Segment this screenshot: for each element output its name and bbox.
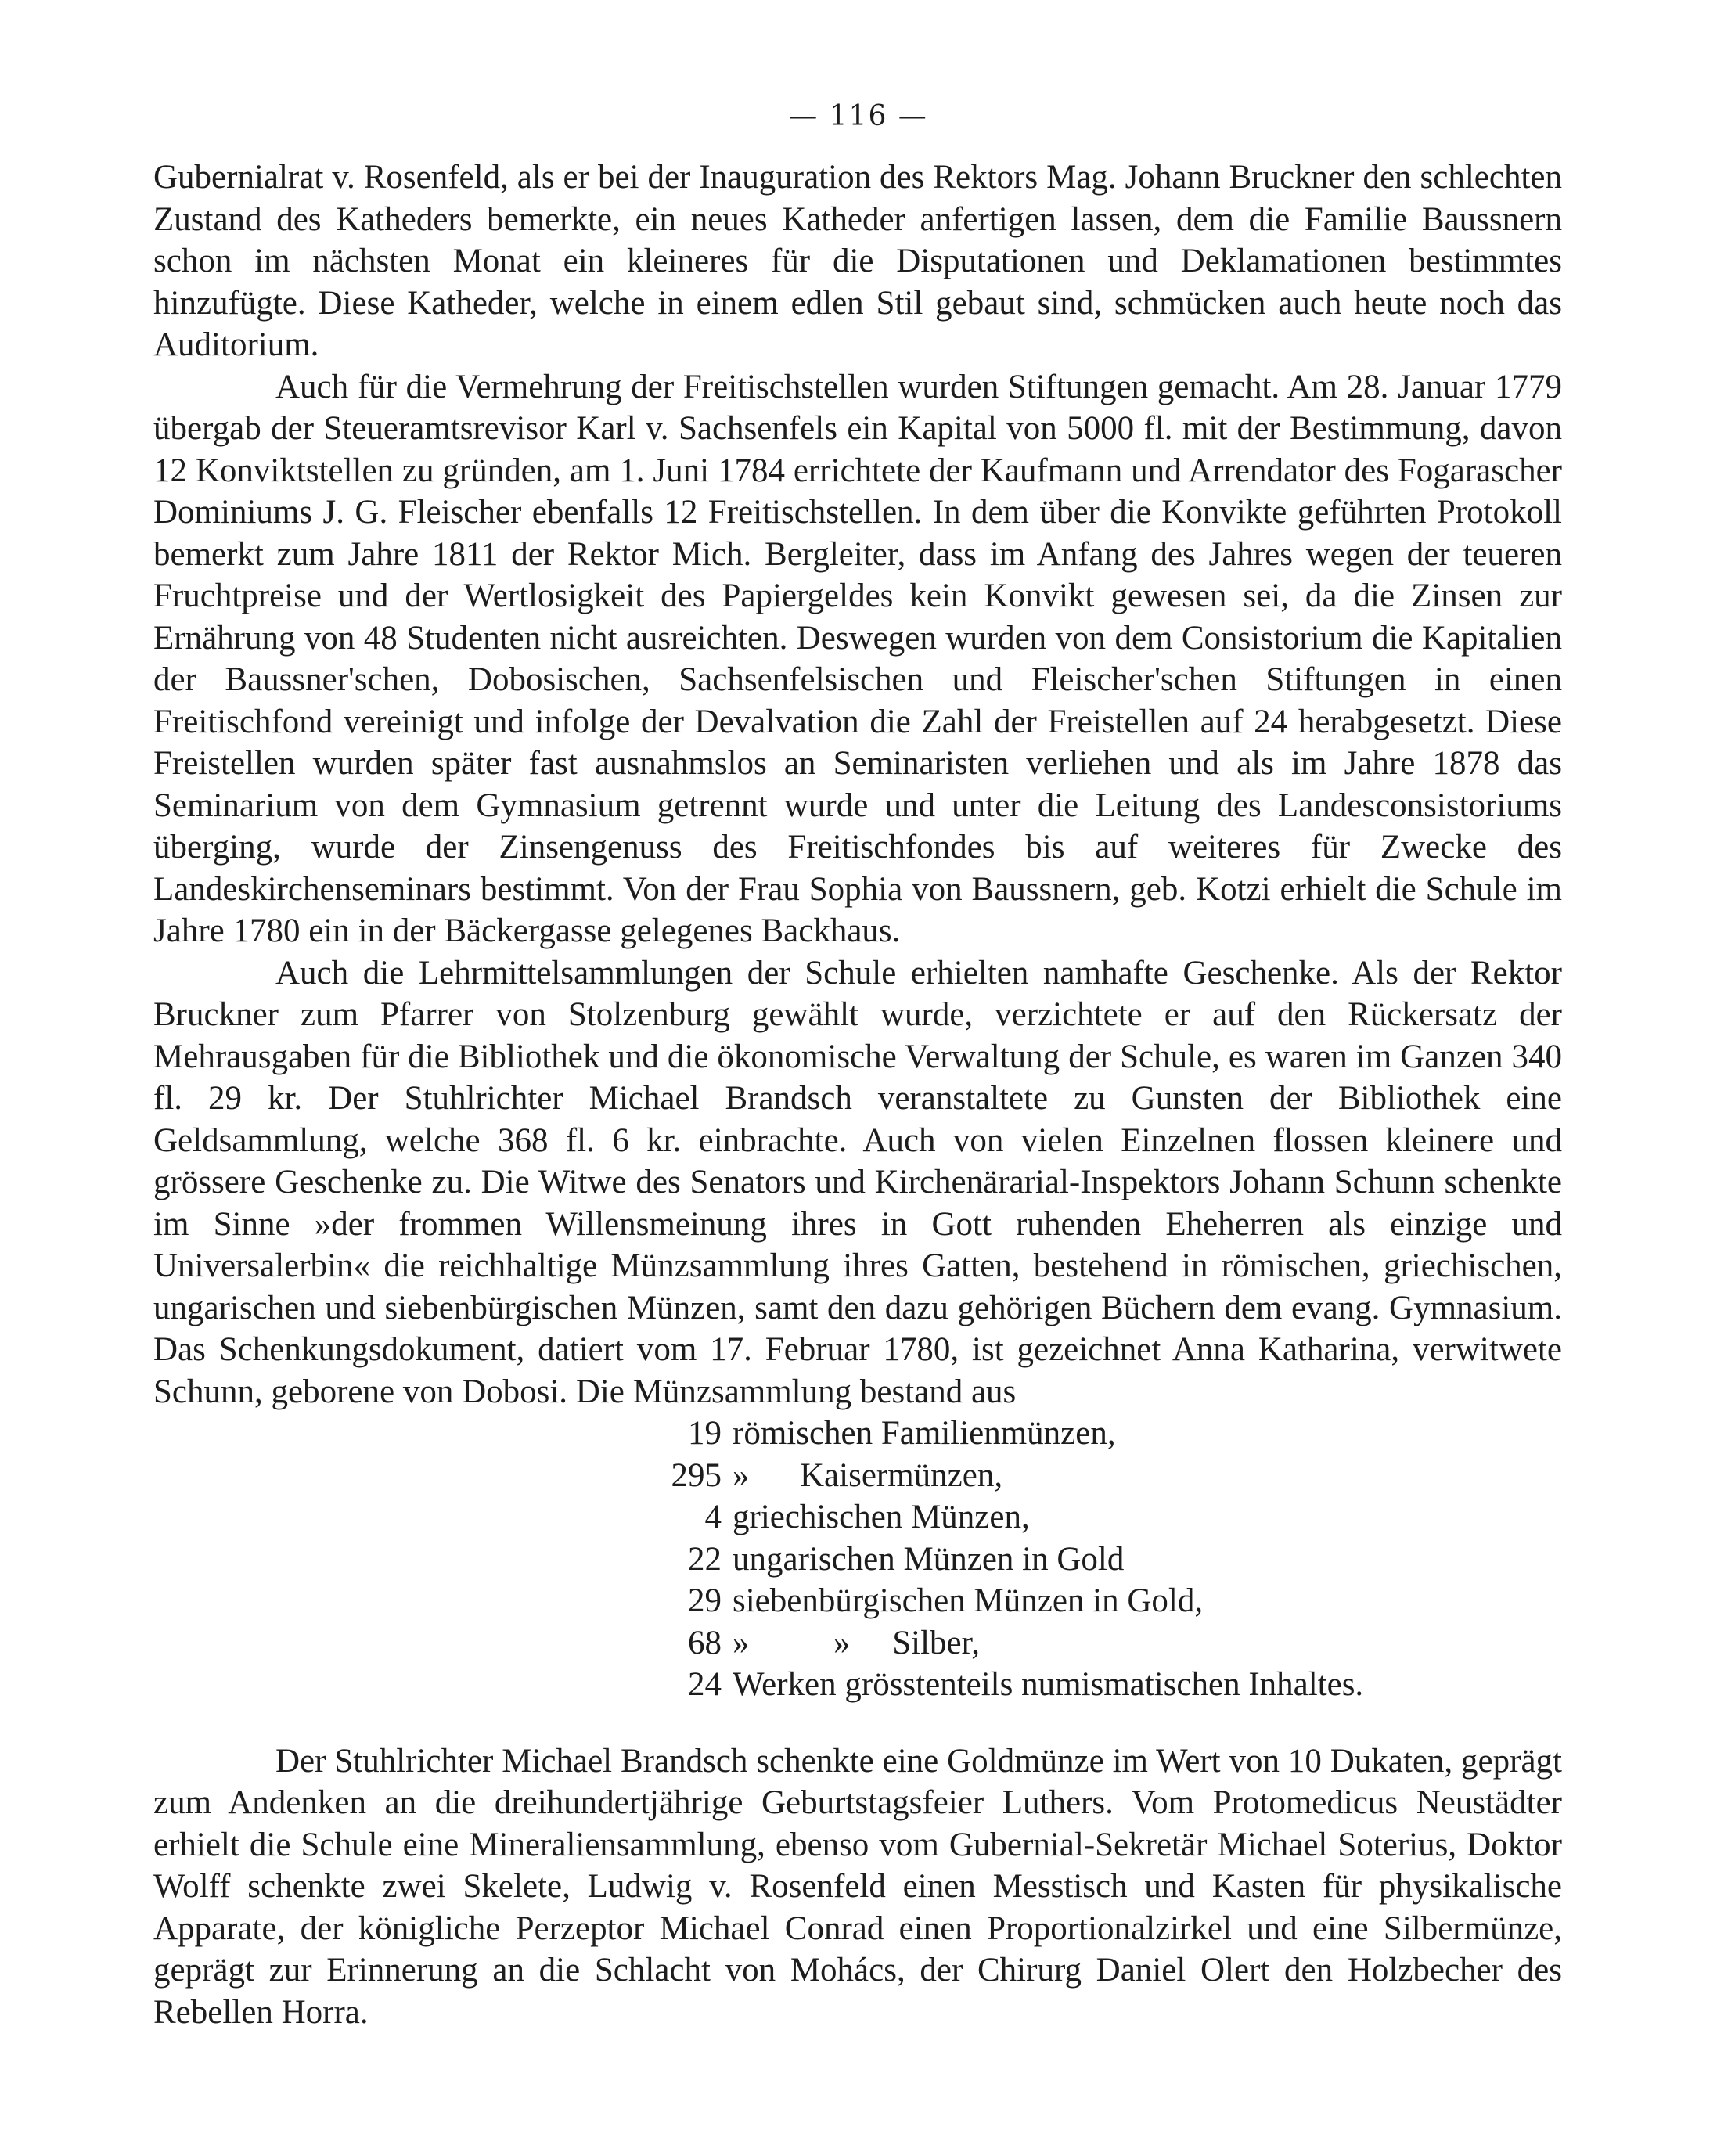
list-item <box>153 1539 1562 1581</box>
page-number: — 116 — <box>789 100 928 132</box>
coin-description: Werken grösstenteils numismatischen Inhaltes. <box>733 1666 1364 1703</box>
list-item <box>153 1580 1562 1622</box>
coin-count: 295 <box>671 1456 722 1494</box>
list-item <box>153 1455 1562 1497</box>
coin-count: 24 <box>688 1666 722 1703</box>
coin-count: 4 <box>704 1499 722 1535</box>
coin-description: römischen Familienmünzen, <box>733 1415 1116 1452</box>
coin-description: ungarischen Münzen in Gold <box>733 1540 1125 1578</box>
paragraph: Auch für die Vermehrung der Freitischstellen wurden Stiftungen gemacht. Am 28. Januar 1779 übergab der Steueramtsrevisor Karl v. Sachsenfels ein Kapital von 5000 fl. mit der Bestimmung, davon 12 Konviktstellen zu gründen, am 1. Juni 1784 errichtete der Kaufmann und Arrendator des Fogarascher Dominiums J. G. Fleischer ebenfalls 12 Freitischstellen. In dem über die Konvikte geführten Protokoll bemerkt zum Jahre 1811 der Rektor Mich. Bergleiter, dass im Anfang des Jahres wegen der teueren Fruchtpreise und der Wertlosigkeit des Papiergeldes kein Konvikt gewesen sei, da die Zinsen zur Ernährung von 48 Studenten nicht ausreichten. Deswegen wurden von dem Consistorium die Kapitalien der Baussner'schen, Dobosischen, Sachsenfelsischen und Fleischer'schen Stiftungen in einen Freitischfond vereinigt und infolge der Devalvation die Zahl der Freistellen auf 24 herabgesetzt. Diese Freistellen wurden später fast ausnahmslos an Seminaristen verliehen und als im Jahre 1878 das Seminarium von dem Gymnasium getrennt wurde und unter die Leitung des Landesconsistoriums überging, wurde der Zinsengenuss des Freitischfondes bis auf weiteres für Zwecke des Landeskirchenseminars bestimmt. Von der Frau Sophia von Baussnern, geb. Kotzi erhielt die Schule im Jahre 1780 ein in der Bäckergasse gelegenes Backhaus. <box>153 368 1562 949</box>
coin-description: » Kaisermünzen, <box>733 1456 1003 1494</box>
coin-description: siebenbürgischen Münzen in Gold, <box>733 1582 1204 1619</box>
coin-collection-list <box>153 1413 1562 1706</box>
coin-description: » » Silber, <box>733 1624 980 1661</box>
list-item <box>153 1496 1562 1539</box>
coin-count: 68 <box>688 1624 722 1661</box>
coin-description: griechischen Münzen, <box>733 1499 1030 1535</box>
coin-count: 19 <box>688 1415 722 1452</box>
paragraph-spacer <box>153 1706 1562 1740</box>
paragraph: Der Stuhlrichter Michael Brandsch schenkte eine Goldmünze im Wert von 10 Dukaten, geprägt zum Andenken an die dreihundertjährige Geburtstagsfeier Luthers. Vom Protomedicus Neustädter erhielt die Schule eine Mineraliensammlung, ebenso vom Gubernial-Sekretär Michael Soterius, Doktor Wolff schenkte zwei Skelete, Ludwig v. Rosenfeld einen Messtisch und Kasten für physikalische Apparate, der königliche Perzeptor Michael Conrad einen Proportionalzirkel und eine Silbermünze, geprägt zur Erinnerung an die Schlacht von Mohács, der Chirurg Daniel Olert den Holzbecher des Rebellen Horra. <box>153 1742 1562 2031</box>
list-item <box>153 1622 1562 1665</box>
list-item <box>153 1413 1562 1455</box>
coin-count: 29 <box>688 1582 722 1619</box>
body-text <box>153 157 1562 2033</box>
coin-count: 22 <box>688 1540 722 1578</box>
paragraph: Auch die Lehrmittelsammlungen der Schule erhielten namhafte Geschenke. Als der Rektor Bruckner zum Pfarrer von Stolzenburg gewählt wurde, verzichtete er auf den Rückersatz der Mehrausgaben für die Bibliothek und die ökonomische Verwaltung der Schule, es waren im Ganzen 340 fl. 29 kr. Der Stuhlrichter Michael Brandsch veranstaltete zu Gunsten der Bibliothek eine Geldsammlung, welche 368 fl. 6 kr. einbrachte. Auch von vielen Einzelnen flossen kleinere und grössere Geschenke zu. Die Witwe des Senators und Kirchenärarial-Inspektors Johann Schunn schenkte im Sinne »der frommen Willensmeinung ihres in Gott ruhenden Eheherren als einzige und Universalerbin« die reichhaltige Münzsammlung ihres Gatten, bestehend in römischen, griechischen, ungarischen und siebenbürgischen Münzen, samt den dazu gehörigen Büchern dem evang. Gymnasium. Das Schenkungsdokument, datiert vom 17. Februar 1780, ist gezeichnet Anna Katharina, verwitwete Schunn, geborene von Dobosi. Die Münzsammlung bestand aus <box>153 954 1562 1410</box>
paragraph: Gubernialrat v. Rosenfeld, als er bei der Inauguration des Rektors Mag. Johann Bruckner den schlechten Zustand des Katheders bemerkte, ein neues Katheder anfertigen lassen, dem die Familie Baussnern schon im nächsten Monat ein kleineres für die Disputationen und Deklamationen bestimmtes hinzufügte. Diese Katheder, welche in einem edlen Stil gebaut sind, schmücken auch heute noch das Auditorium. <box>153 159 1562 363</box>
list-item <box>153 1664 1562 1706</box>
